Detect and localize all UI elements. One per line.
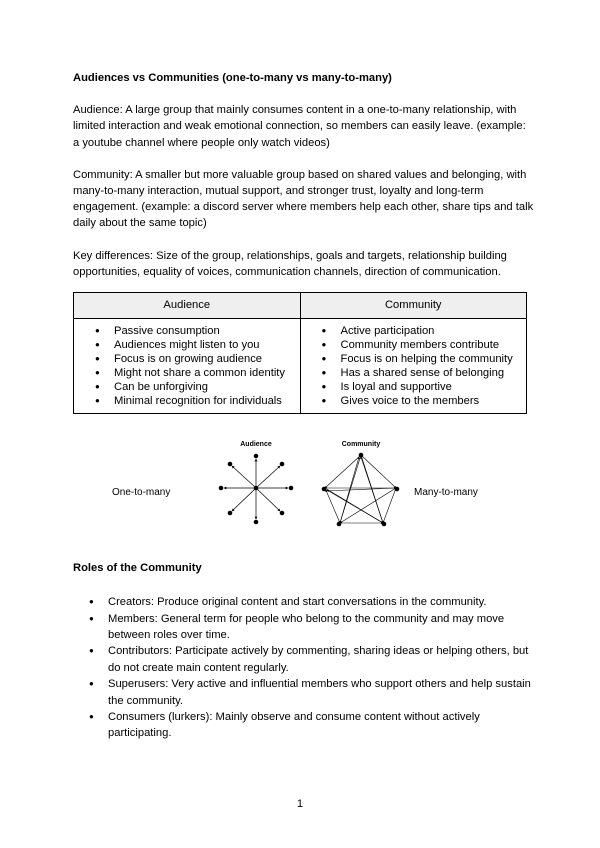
diagram-label-community: Community — [341, 441, 381, 448]
roles-list — [73, 594, 535, 742]
list-item: ● Gives voice to the members — [341, 394, 527, 408]
network-diagram — [0, 435, 600, 545]
paragraph-audience: Audience: A large group that mainly consumes content in a one-to-many relationship, with limited interaction and weak emotional connection, so members can easily leave. (example: a youtube channel where people only watch videos) — [73, 104, 526, 149]
paragraph-community: Community: A smaller but more valuable group based on shared values and belonging, with many-to-many interaction, mutual support, and stronger trust, loyalty and long-term engagement. (example: a discord server where members help each other, share tips and talk daily about the same topic) — [73, 168, 534, 230]
roles-section — [73, 560, 535, 742]
page-number: 1 — [296, 798, 304, 810]
list-item: ● Creators: Produce original content and start conversations in the community. — [108, 594, 535, 610]
list-item: ● Might not share a common identity — [114, 366, 300, 380]
list-item: ● Consumers (lurkers): Mainly observe and consume content without actively participating. — [108, 709, 535, 742]
many-to-many-pentagon — [325, 455, 396, 523]
list-item: ● Community members contribute — [341, 338, 527, 352]
list-item: ● Has a shared sense of belonging — [341, 366, 527, 380]
section-heading-audiences: Audiences vs Communities (one-to-many vs many-to-many) — [73, 72, 392, 84]
diagram-label-one-to-many: One-to-many — [112, 487, 171, 498]
list-item: ● Focus is on helping the community — [341, 352, 527, 366]
list-item: ● Passive consumption — [114, 324, 300, 338]
diagram-label-many-to-many: Many-to-many — [414, 487, 478, 498]
list-item: ● Members: General term for people who belong to the community and may move between roles over time. — [108, 611, 535, 644]
list-item: ● Superusers: Very active and influential members who support others and help sustain the community. — [108, 676, 535, 709]
document-page — [73, 70, 535, 414]
table-header-audience: Audience — [74, 293, 301, 319]
section-heading-roles: Roles of the Community — [73, 562, 202, 574]
list-item: ● Audiences might listen to you — [114, 338, 300, 352]
list-item: ● Active participation — [341, 324, 527, 338]
table-cell-community — [300, 319, 527, 414]
list-item: ● Minimal recognition for individuals — [114, 394, 300, 408]
list-item: ● Focus is on growing audience — [114, 352, 300, 366]
table-cell-audience — [74, 319, 301, 414]
paragraph-key-differences: Key differences: Size of the group, relationships, goals and targets, relationship building opportunities, equality of voices, communication channels, direction of communication. — [73, 249, 507, 278]
comparison-table — [73, 292, 527, 414]
list-item: ● Contributors: Participate actively by commenting, sharing ideas or helping others, but do not create main content regularly. — [108, 643, 535, 676]
list-item: ● Can be unforgiving — [114, 380, 300, 394]
table-header-community: Community — [300, 293, 527, 319]
diagram-label-audience: Audience — [240, 441, 272, 448]
list-item: ● Is loyal and supportive — [341, 380, 527, 394]
